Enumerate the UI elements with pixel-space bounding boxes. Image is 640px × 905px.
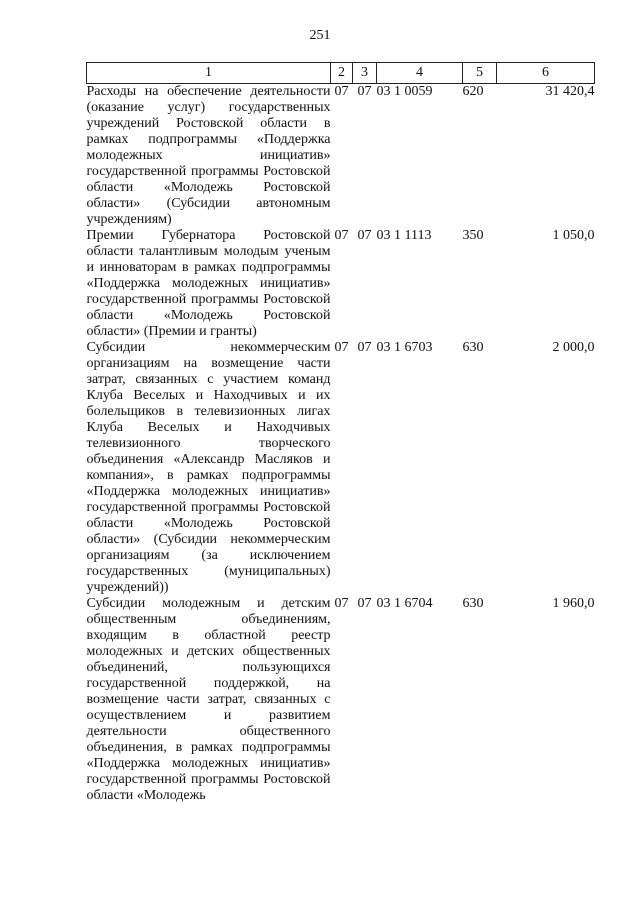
column-header-expense-type: 5 [463,63,497,84]
table-header-row [87,63,595,84]
row-subsection: 07 [357,228,372,243]
row-subsection: 07 [357,84,372,99]
row-description: Субсидии некоммерческим организациям на возмещение части затрат, связанных с участием команд Клуба Веселых и Находчивых и их болельщиков в телевизионных лигах Клуба Веселых и Находчивых телевизионного творческого объединения «Александр Масляков и компания», в рамках подпрограммы «Поддержка молодежных инициатив» государственной программы Ростовской области «Молодежь Ростовской области» (Субсидии некоммерческим организациям (за исключением государственных (муниципальных) учреждений)) [86,340,331,595]
table-row [87,340,595,596]
row-description: Расходы на обеспечение деятельности (оказание услуг) государственных учреждений Ростовской области в рамках подпрограммы «Поддержка молодежных инициатив» государственной программы Ростовской области «Молодежь Ростовской области» (Субсидии автономным учреждениям) [86,84,331,227]
row-expense-type: 630 [462,596,484,611]
row-expense-type: 630 [462,340,484,355]
row-section: 07 [334,596,349,611]
row-section: 07 [334,228,349,243]
row-amount: 1 050,0 [552,228,595,243]
row-target-article: 03 1 6703 [376,340,433,355]
row-expense-type: 350 [462,228,484,243]
row-expense-type: 620 [462,84,484,99]
row-description: Субсидии молодежным и детским общественным объединениям, входящим в областной реестр молодежных и детских общественных объединений, пользующихся государственной поддержкой, на возмещение части затрат, связанных с осуществлением и развитием деятельности общественного объединения, в рамках подпрограммы «Поддержка молодежных инициатив» государственной программы Ростовской области «Молодежь [86,596,331,803]
table-row [87,84,595,229]
row-amount: 31 420,4 [545,84,595,99]
row-target-article: 03 1 6704 [376,596,433,611]
row-amount: 2 000,0 [552,340,595,355]
column-header-target-article: 4 [377,63,463,84]
page-number: 251 [309,28,331,43]
row-subsection: 07 [357,340,372,355]
column-header-description: 1 [87,63,331,84]
table-row [87,596,595,804]
row-target-article: 03 1 1113 [376,228,432,243]
budget-table [86,62,595,804]
table-row [87,228,595,340]
column-header-subsection: 3 [353,63,377,84]
row-section: 07 [334,340,349,355]
row-target-article: 03 1 0059 [376,84,433,99]
row-amount: 1 960,0 [552,596,595,611]
column-header-amount: 6 [497,63,595,84]
row-subsection: 07 [357,596,372,611]
row-description: Премии Губернатора Ростовской области талантливым молодым ученым и инноваторам в рамках подпрограммы «Поддержка молодежных инициатив» государственной программы Ростовской области «Молодежь Ростовской области» (Премии и гранты) [86,228,331,339]
row-section: 07 [334,84,349,99]
column-header-section: 2 [331,63,353,84]
